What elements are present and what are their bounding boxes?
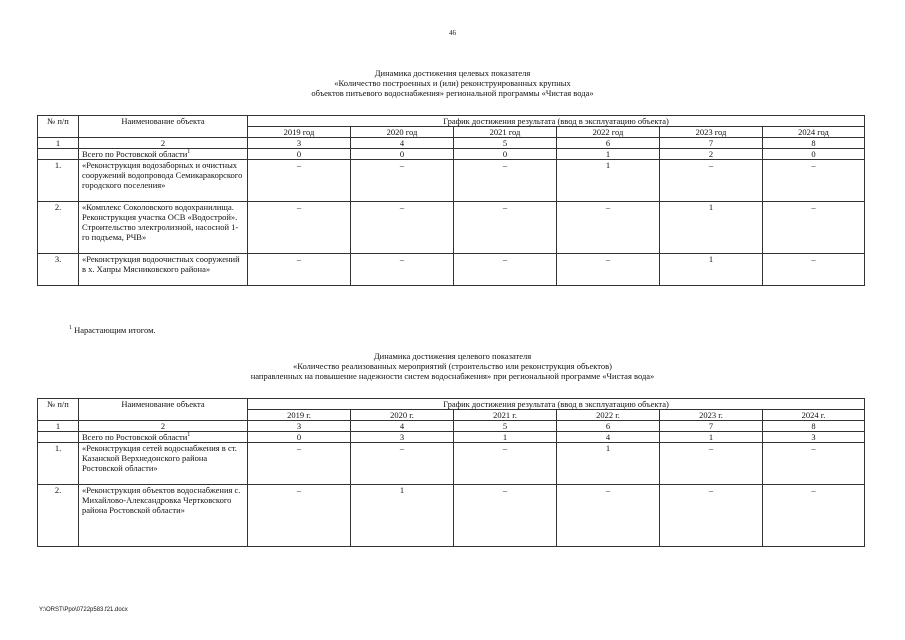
index-cell: 4 <box>351 421 454 432</box>
column-header-number: № п/п <box>38 116 79 138</box>
value-cell: – <box>763 254 865 286</box>
total-value: 2 <box>660 149 763 160</box>
value-cell: 1 <box>660 254 763 286</box>
object-name: «Реконструкция водозаборных и очистных сооружений водопровода Семикаракорского городского поселения» <box>79 160 248 202</box>
file-path: Y:\ORST\Ppo\0722p583.f21.docx <box>39 607 128 613</box>
section2-title-line: «Количество реализованных мероприятий (строительство или реконструкция объектов) <box>293 361 612 371</box>
year-header: 2020 г. <box>351 410 454 421</box>
total-value: 3 <box>351 432 454 443</box>
index-row <box>38 138 865 149</box>
section2-title-line: направленных на повышение надежности систем водоснабжения» при региональной программе «Чистая вода» <box>250 371 655 381</box>
index-cell: 2 <box>79 421 248 432</box>
index-cell: 5 <box>454 421 557 432</box>
column-header-name: Наименование объекта <box>79 399 248 421</box>
index-cell: 8 <box>763 138 865 149</box>
row-number: 2. <box>38 485 79 547</box>
footnote <box>69 325 156 335</box>
section1-title-line: объектов питьевого водоснабжения» региональной программы «Чистая вода» <box>311 88 594 98</box>
value-cell: – <box>454 254 557 286</box>
table-row <box>38 254 865 286</box>
value-cell: – <box>763 202 865 254</box>
column-header-number: № п/п <box>38 399 79 421</box>
section1-title-line: «Количество построенных и (или) реконструированных крупных <box>334 78 571 88</box>
value-cell: 1 <box>351 485 454 547</box>
index-cell: 1 <box>38 138 79 149</box>
total-value: 0 <box>454 149 557 160</box>
index-cell: 3 <box>248 421 351 432</box>
year-header: 2019 год <box>248 127 351 138</box>
value-cell: – <box>454 443 557 485</box>
index-cell: 6 <box>557 421 660 432</box>
total-value: 1 <box>557 149 660 160</box>
index-cell: 6 <box>557 138 660 149</box>
row-number: 2. <box>38 202 79 254</box>
value-cell: – <box>763 443 865 485</box>
value-cell: – <box>660 160 763 202</box>
year-header: 2024 год <box>763 127 865 138</box>
index-cell: 5 <box>454 138 557 149</box>
value-cell: – <box>351 254 454 286</box>
value-cell: – <box>763 485 865 547</box>
object-name: «Реконструкция сетей водоснабжения в ст. Казанской Верхнедонского района Ростовской области» <box>79 443 248 485</box>
total-value: 1 <box>660 432 763 443</box>
section1-table <box>37 115 865 286</box>
year-header: 2020 год <box>351 127 454 138</box>
year-header: 2022 год <box>557 127 660 138</box>
row-number: 1. <box>38 160 79 202</box>
value-cell: – <box>557 254 660 286</box>
table-row <box>38 160 865 202</box>
section2-title <box>0 351 905 381</box>
value-cell: – <box>351 202 454 254</box>
section2-title-line: Динамика достижения целевого показателя <box>373 351 532 361</box>
section1-title <box>0 68 905 98</box>
index-cell: 8 <box>763 421 865 432</box>
section1-title-line: Динамика достижения целевых показателя <box>374 68 531 78</box>
value-cell: – <box>248 160 351 202</box>
value-cell: – <box>660 443 763 485</box>
table-row <box>38 485 865 547</box>
row-number: 3. <box>38 254 79 286</box>
value-cell: – <box>454 160 557 202</box>
footnote-text: Нарастающим итогом. <box>74 325 156 335</box>
column-header-schedule: График достижения результата (ввод в эксплуатацию объекта) <box>248 399 865 410</box>
year-header: 2019 г. <box>248 410 351 421</box>
total-value: 0 <box>351 149 454 160</box>
total-label: Всего по Ростовской области$^1$ <box>79 149 248 160</box>
value-cell: 1 <box>557 160 660 202</box>
index-cell: 3 <box>248 138 351 149</box>
year-header: 2024 г. <box>763 410 865 421</box>
value-cell: – <box>454 202 557 254</box>
column-header-name: Наименование объекта <box>79 116 248 138</box>
index-cell: 1 <box>38 421 79 432</box>
total-row <box>38 149 865 160</box>
footnote-mark: 1 <box>69 325 72 332</box>
total-label: Всего по Ростовской области$^1$ <box>79 432 248 443</box>
value-cell: – <box>660 485 763 547</box>
column-header-schedule: График достижения результата (ввод в эксплуатацию объекта) <box>248 116 865 127</box>
total-value: 0 <box>248 149 351 160</box>
year-header: 2023 г. <box>660 410 763 421</box>
value-cell: – <box>557 202 660 254</box>
object-name: «Реконструкция объектов водоснабжения с. Михайлово-Александровка Чертковского района Ростовской области» <box>79 485 248 547</box>
total-value: 1 <box>454 432 557 443</box>
year-header: 2021 г. <box>454 410 557 421</box>
value-cell: 1 <box>557 443 660 485</box>
index-cell: 2 <box>79 138 248 149</box>
table-row <box>38 202 865 254</box>
total-row <box>38 432 865 443</box>
index-row <box>38 421 865 432</box>
year-header: 2022 г. <box>557 410 660 421</box>
total-value: 4 <box>557 432 660 443</box>
value-cell: – <box>351 443 454 485</box>
year-header: 2023 год <box>660 127 763 138</box>
total-value: 0 <box>763 149 865 160</box>
value-cell: – <box>454 485 557 547</box>
value-cell: – <box>248 202 351 254</box>
total-value: 3 <box>763 432 865 443</box>
table-row <box>38 443 865 485</box>
value-cell: – <box>248 254 351 286</box>
row-number: 1. <box>38 443 79 485</box>
page-number: 46 <box>449 29 456 37</box>
value-cell: – <box>351 160 454 202</box>
value-cell: – <box>248 443 351 485</box>
index-cell: 4 <box>351 138 454 149</box>
value-cell: 1 <box>660 202 763 254</box>
index-cell: 7 <box>660 421 763 432</box>
object-name: «Реконструкция водоочистных сооружений в х. Хапры Мясниковского района» <box>79 254 248 286</box>
year-header: 2021 год <box>454 127 557 138</box>
value-cell: – <box>763 160 865 202</box>
value-cell: – <box>248 485 351 547</box>
section2-table <box>37 398 865 547</box>
total-value: 0 <box>248 432 351 443</box>
object-name: «Комплекс Соколовского водохранилища. Реконструкция участка ОСВ «Водострой». Строительство электролизной, насосной 1-го подъема, РЧВ» <box>79 202 248 254</box>
value-cell: – <box>557 485 660 547</box>
index-cell: 7 <box>660 138 763 149</box>
